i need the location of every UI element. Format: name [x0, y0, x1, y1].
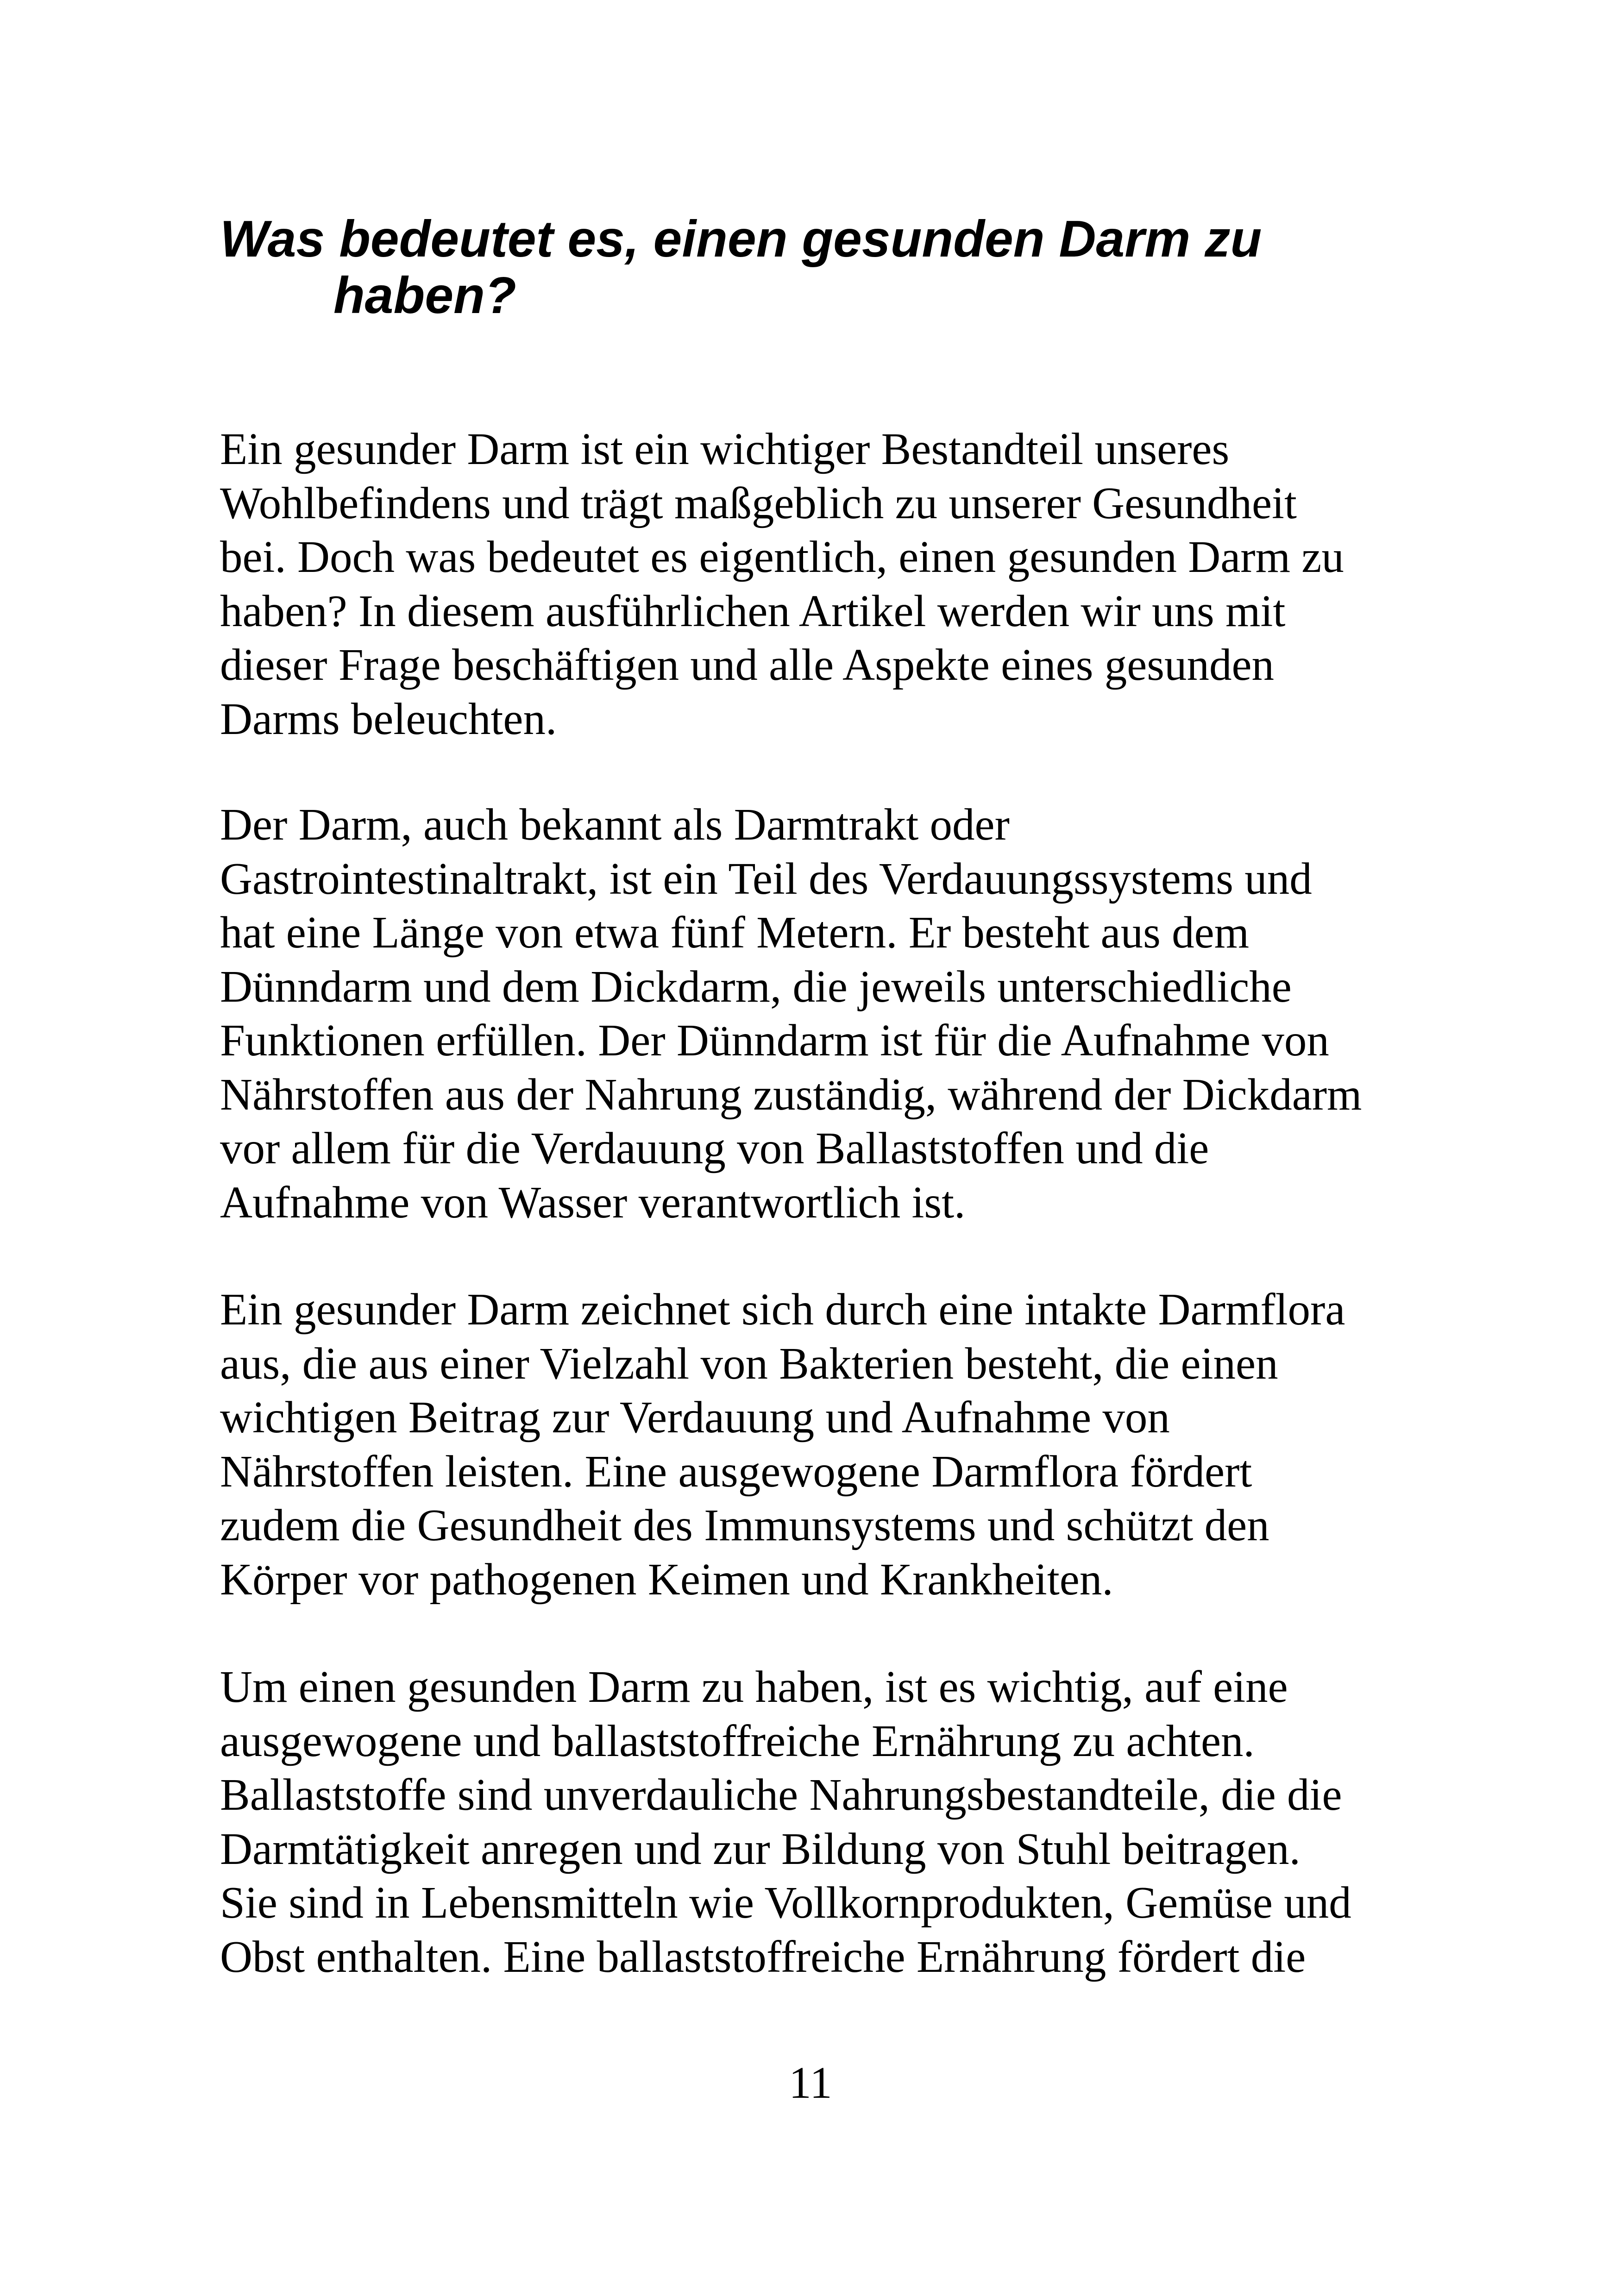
paragraph-ernaehrung: Um einen gesunden Darm zu haben, ist es wichtig, auf eine ausgewogene und ballaststoffreiche Ernährung zu achten. Ballaststoffe sind unverdauliche Nahrungsbestandteile, die die Darmtätigkeit anregen und zur Bildung von Stuhl beitragen. Sie sind in Lebensmitteln wie Vollkornprodukten, Gemüse und Obst enthalten. Eine ballaststoffreiche Ernährung fördert die	[220, 1662, 1351, 1982]
paragraph-darmflora: Ein gesunder Darm zeichnet sich durch eine intakte Darmflora aus, die aus einer Vielzahl von Bakterien besteht, die einen wichtigen Beitrag zur Verdauung und Aufnahme von Nährstoffen leisten. Eine ausgewogene Darmflora fördert zudem die Gesundheit des Immunsystems und schützt den Körper vor pathogenen Keimen und Krankheiten.	[220, 1285, 1345, 1604]
title-line-1: Was bedeutet es, einen gesunden Darm zu	[220, 210, 1262, 268]
title-line-2: haben?	[333, 267, 516, 324]
paragraph-intro: Ein gesunder Darm ist ein wichtiger Bestandteil unseres Wohlbefindens und trägt maßgeblich zu unserer Gesundheit bei. Doch was bedeutet es eigentlich, einen gesunden Darm zu haben? In diesem ausführlichen Artikel werden wir uns mit dieser Frage beschäftigen und alle Aspekte eines gesunden Darms beleuchten.	[220, 424, 1344, 744]
paragraph-darm-anatomy: Der Darm, auch bekannt als Darmtrakt oder Gastrointestinaltrakt, ist ein Teil des Verdauungssystems und hat eine Länge von etwa fünf Metern. Er besteht aus dem Dünndarm und dem Dickdarm, die jeweils unterschiedliche Funktionen erfüllen. Der Dünndarm ist für die Aufnahme von Nährstoffen aus der Nahrung zuständig, während der Dickdarm vor allem für die Verdauung von Ballaststoffen und die Aufnahme von Wasser verantwortlich ist.	[220, 800, 1362, 1227]
page-title	[220, 211, 1424, 324]
page-number: 11	[789, 2058, 832, 2108]
